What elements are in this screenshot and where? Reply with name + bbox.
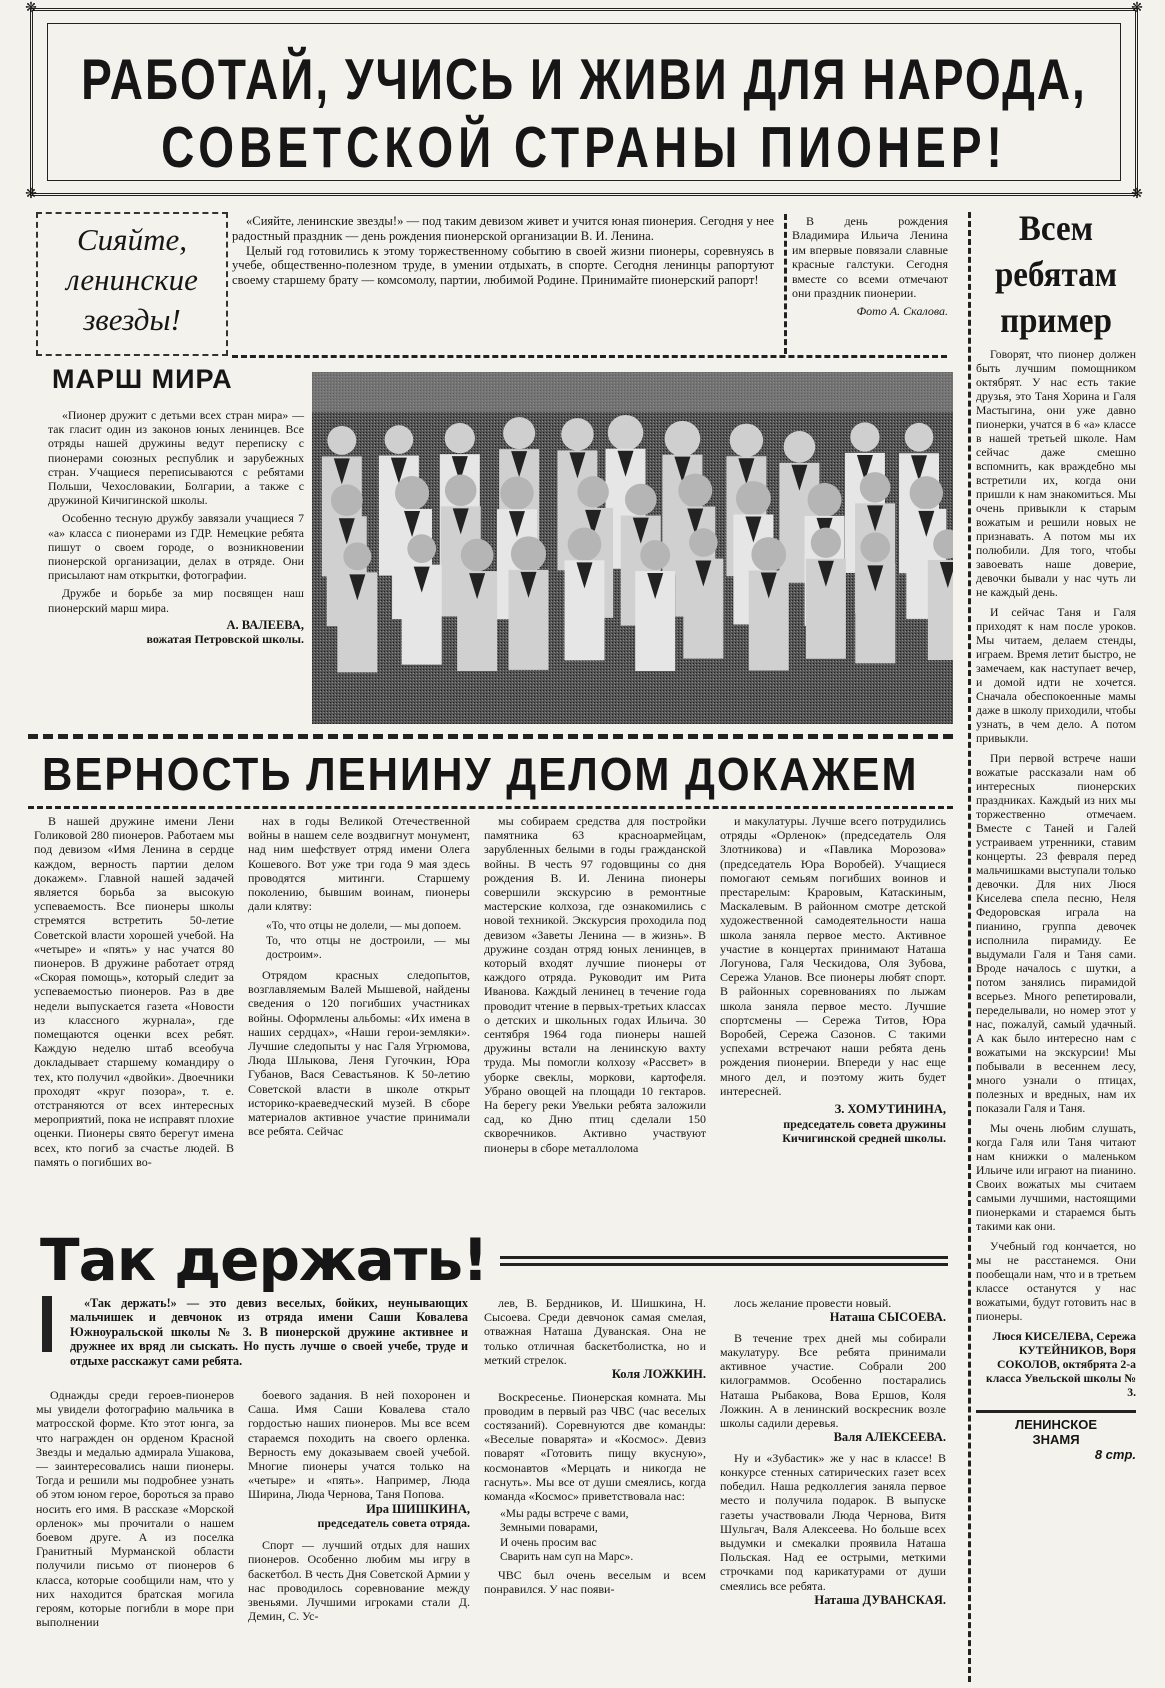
child-head [784,431,816,463]
child-head [500,476,533,509]
article-title-keep: Так держать! [40,1226,488,1294]
article-title-loyalty: ВЕРНОСТЬ ЛЕНИНУ ДЕЛОМ ДОКАЖЕМ [42,748,919,800]
child-head [751,537,786,572]
child-head [343,542,371,570]
article-title-example [976,206,1136,345]
author-name: З. ХОМУТИНИНА, [834,1102,946,1117]
title-rule [500,1256,948,1266]
child-head [561,418,593,450]
child-head [395,476,429,510]
child-head [860,472,891,503]
article-march [48,408,304,646]
child-head [808,483,842,517]
article-paragraph: мы собираем средства для постройки памятника 63 красноармейцам, зарубленных белыми в годы гражданской войны. В честь 97 годовщины со дня рождения В. И. Ленина пионеры совершили экскурсию в ремонтные мастерские колхоза, где ознакомились с новой техникой. Экскурсия проходила под девизом «Заветы Ленина — в жизнь». В дружине создан отряд юных ленинцев, в который входят лучшие пионеры от каждого отряда. Руководит им Рита Иванова. Каждый ленинец в течение года проводит чтение в первых-третьих классах о детских и школьных годах Ильича. 30 сентября 1964 года пионеры нашей дружины встали на ленинскую вахту труда. Мы помогли колхозу «Рассвет» в уборке свеклы, моркови, картофеля. Убрано овощей на площади 10 гектаров. На берегу реки Увельки ребята заложили сад, ко Дню птиц сделали 150 скворечников. Активно участвуют пионеры в сборе металлолома [484,814,706,1155]
child-head [577,476,609,508]
newspaper-name-line: ЛЕНИНСКОЕ [1014,1417,1098,1432]
column-divider [968,212,971,1682]
article-paragraph: Однажды среди героев-пионеров мы увидели фотографию мальчика в матросской форме. Кто этот юнга, за что награжден он орденом Красной Звезды и медалью адмирала Ушакова, — заинтересовались наши пионеры. Тогда и решили мы подробнее узнать об этом юном герое, бороться за право носить его имя. В рассказе «Морской орленок» мы прочитали о нашем боевом друге. А из поселка Гранитный Мурманской области получили письмо от пионеров 6 класса, которые сообщили нам, что у них находится братская могила героям, которые погибли в море при выполнении [36,1388,234,1630]
author-name: Коля ЛОЖКИН. [611,1367,706,1382]
author-name: Валя АЛЕКСЕЕВА. [833,1430,946,1445]
keep-col-2 [248,1388,470,1623]
article-paragraph: В нашей дружине имени Лени Голиковой 280 пионеров. Работаем мы под девизом «Имя Ленина в сердце каждом, верность партии делом докажем». Главной нашей задачей является борьба за высокую успеваемость. Все пионеры школы стремятся встретить 50-летие Советской власти хорошей учебой. На «четыре» и «пять» у нас учатся 80 пионеров. В дружине работает отряд «Скорая помощь», который следит за успеваемостью пионеров. Раз в две недели выпускается газета «Новости из классного журнала», где помещаются оценки всех ребят. Каждую неделю штаб всеобуча докладывает старшему командиру о тех, кто получил «двойки». Двоечники проходят «круг позора», т. е. отстраняются от всех интересных мероприятий, пока не исправят плохие оценки. Пионеры свято берегут имена всех, кто погиб за счастье людей. В память о погибших во- [34,814,234,1169]
article-paragraph: Ну и «Зубастик» же у нас в классе! В конкурсе стенных сатирических газет всех победил. Наша редколлегия заняла первое место и получила подарок. В выпуске газеты участвовали Люда Чернова, Витя Шульгач, Валя Алексеева. Но больше всех выдумки и смекалки проявила Наташа Польская. Над ее острыми, меткими строчками под карикатурами от души смеялись все ребята. [720,1450,946,1593]
signers: Люся КИСЕЛЕВА, Сережа КУТЕЙНИКОВ, Воря СОКОЛОВ, октябрята 2-а класса Увельской школы № 3. [985,1330,1136,1399]
drop-bar [42,1296,52,1352]
author-name: А. ВАЛЕЕВА, [226,617,304,632]
article-body [976,348,1136,1400]
child-head [905,423,934,452]
article-paragraph: Воскресенье. Пионерская комната. Мы проводим в первый раз ЧВС (час веселых состязаний). Соревнуются две команды: «Веселые поварята» и «Космос». Девиз поварят «Готовить пищу вкусную», космонавтов «Мерцать и никогда не гаснуть». Мы все от души смеялись, когда команда «Космос» приветствовала нас: [484,1389,706,1504]
caption-divider [784,214,787,354]
child-head [445,423,475,453]
author-role: председатель совета дружины Кичигинской средней школы. [782,1116,946,1145]
masthead [25,1,1143,202]
poem-line: Земными поварами, [500,1522,598,1535]
keep-col-1 [36,1388,234,1629]
intro-paragraph: Целый год готовились к этому торжественному событию в своей жизни пионеры, соревнуясь в учебе, общественно-полезном труде, в умении отдыхать, в спорте. Сегодня ленинцы рапортуют своему старшему брату — комсомолу, партии, любимой Родине. Принимайте пионерский рапорт! [232,243,774,288]
section-title-line-1: Сияйте, [77,222,187,257]
loyalty-col-1 [34,814,234,1169]
article-paragraph: Говорят, что пионер должен быть лучшим помощником октябрят. У нас есть такие друзья, это Таня Хорина и Галя Мастыгина, они уже давно пионерки, учатся в 6 «а» классе в нашей третьей школе. Нам сейчас даже смешно вспомнить, как враждебно мы встретили их, когда они пришли к нам знакомиться. Мы очень привыкли к старым вожатым и решили новых не признавать. А потом мы их полюбили. Для того, чтобы завоевать наше доверие, девочки бывали у нас чуть ли не каждый день. [976,348,1136,599]
child-head [568,527,602,561]
child-head [331,484,363,516]
article-paragraph: нах в годы Великой Отечественной войны в нашем селе воздвигнут монумент, над ним шефствует отряд имени Олега Кошевого. Вот уже три года 9 мая здесь проводятся митинги. Старшему поколению, бывшим воинам, пионеры дали клятву: [248,814,470,914]
title-line: ребятам [994,255,1118,295]
ornament-icon: ❋ [25,1,37,16]
article-paragraph: «Пионер дружит с детьми всех стран мира» — так гласит один из законов юных ленинцев. Все отряды нашей дружины ведут переписку с пионерами союзных республик и зарубежных стран. Учащиеся переписываются с ребятами Польши, Чехословакии, Болгарии, а также с дружиной Кичигинской школы. [48,408,304,508]
child-head [445,475,477,507]
article-paragraph: и макулатуры. Лучше всего потрудились отряды «Орленок» (председатель Оля Злотникова) и «Павлика Морозова» (председатель Юра Воробей). Учащиеся помогают семьям погибших воинов и престарелым: Краровым, Катаскиным, Маскалевым. В районном смотре детской художественной самодеятельности наша школа заняла первое место. Активное участие в концертах принимают Наташа Логунова, Галя Ческидова, Оля Зубова, Сережа Уланов. Все пионеры любят спорт. В районных соревнованиях по лыжам школа заняла первое место. Лучшие спортсмены — Сережа Титов, Юра Воробей, Сережа Сазонов. С такими успехами встречают наши ребята день рождения пионерии. Впереди у нас еще много дел, и поэтому жить будет интересней. [720,814,946,1098]
pioneers-photo [312,372,953,724]
section-title-line-3: звезды! [83,302,181,337]
masthead-line-1: РАБОТАЙ, УЧИСЬ И ЖИВИ ДЛЯ НАРОДА, [81,46,1087,112]
ornament-icon: ❋ [1131,1,1143,16]
loyalty-col-3 [484,814,706,1155]
child-head [736,481,771,516]
keep-col-3 [484,1296,706,1596]
article-paragraph: боевого задания. В ней похоронен и Саша. Имя Саши Ковалева стало гордостью наших пионеров. Мы все всем стараемся походить на своего орленка. Верность ему доказываем своей учебой. Многие пионеры учатся только на «четыре» и «пять». Например, Люда Ширина, Люда Чернова, Таня Попова. [248,1388,470,1502]
child-head [640,540,670,570]
loyalty-top-rule [28,734,953,739]
article-paragraph: лось желание провести новый. [734,1296,892,1310]
masthead-frame [47,23,1121,181]
child-head [511,536,546,571]
intro-divider [232,355,947,358]
poem-line: Сварить нам суп на Марс». [500,1550,634,1563]
oath-poem [266,919,470,962]
lead-paragraph: «Так держать!» — это девиз веселых, бойких, неунывающих мальчишек и девчонок из отряда имени Саши Ковалева Южноуральской школы № 3. В пионерской дружине активнее и дружнее их вряд ли сыскать. Но пусть лучше о своей учебе, труде и отдыхе расскажут сами ребята. [70,1296,468,1368]
photo-caption-text: В день рождения Владимира Ильича Ленина им впервые повязали славные красные галстуки. Сегодня вместе со всеми отмечают они праздник пионерии. [792,214,948,301]
intro-text [232,214,774,288]
article-paragraph: В течение трех дней мы собирали макулатуру. Все ребята принимали активное участие. Собрали 200 килограммов. Особенно постарались Наташа Рыбакова, Вова Ершов, Коля Ложкин. А в ленинский воскресник возле школы садили деревья. [720,1330,946,1431]
title-line: Всем [1018,209,1094,249]
article-paragraph: И сейчас Таня и Галя приходят к нам после уроков. Мы читаем, делаем стенды, играем. Время летит быстро, не замечаем, как наступает вечер, и домой идти не хочется. Сначала обеспокоенные мамы даже в школу приходили, чтобы узнать, в чем дело. А потом привыкли. [976,606,1136,745]
child-head [811,528,841,558]
article-paragraph: Особенно тесную дружбу завязали учащиеся 7 «а» класса с пионерами из ГДР. Немецкие ребята пишут о своем городе, о возникновении пионерской организации, делах в отряде. Они присылают нам открытки, фотографии. [48,511,304,583]
child-head [608,415,644,451]
page-number: 8 стр. [1094,1447,1136,1462]
article-paragraph: Мы очень любим слушать, когда Галя или Таня читают нам книжки о маленьком Ильиче или играют на пианино. Своих вожатых мы считаем самыми лучшими, настоящими пионерками и стараемся быть такими как они. [976,1122,1136,1233]
article-paragraph: Отрядом красных следопытов, возглавляемым Валей Мышевой, найдены сведения о 120 погибших участниках войны. Оформлены альбомы: «Их имена в наших сердцах», «Наши герои-земляки». Лучшие следопыты у нас Галя Угрюмова, Люда Шлыкова, Леня Гугочкин, Юра Губанов, Вася Севастьянов. К 50-летию Советской власти в школе открыт историко-краеведческий музей. В сборе материалов активное участие принимали все ребята. Сейчас [248,968,470,1139]
keep-lead [70,1296,468,1368]
author-role: вожатая Петровской школы. [146,632,304,647]
child-head [503,417,535,449]
article-paragraph: лев, В. Бердников, И. Шишкина, Н. Сысоева. Среди девчонок самая смелая, отважная Наташа Дуванская. Она не только отличная баскетболистка, но и меткий стрелок. [484,1296,706,1367]
newspaper-name [976,1410,1136,1462]
poem-line: И очень просим вас [500,1536,597,1549]
child-head [665,421,701,457]
child-head [385,425,414,454]
child-head [910,476,943,509]
intro-paragraph: «Сияйте, ленинские звезды!» — под таким девизом живет и учится юная пионерия. Сегодня у нее радостный праздник — день рождения пионерской организации В. И. Ленина. [232,214,774,243]
child-head [850,422,879,451]
child-head [327,426,356,455]
article-paragraph: При первой встрече наши вожатые рассказали нам об интересных пионерских праздниках. Каждый из них мы торжественно отмечаем. Вместе с Таней и Галей устраиваем утренники, ставим концерты. 23 февраля перед мальчишками выступали только девочки. Для них Люся Киселева спела песню, Неля Федоровская играла на пианино, группа девочек исполнила пирамиду. Ее выдумали Галя и Таня сами. Вроде началось с шутки, а потом занялись пирамидой всерьез. Много репетировали, переделывали, но номер этот у нас, пожалуй, самый удачный. А как было интересно нам с вожатыми на экскурсии! Мы побывали в весеннем лесу, много узнали о птицах, полезных и вредных, нам их показали Галя и Таня. [976,752,1136,1115]
child-head [678,474,712,508]
keep-col-4 [720,1296,946,1607]
author-name: Наташа СЫСОЕВА. [829,1310,946,1325]
loyalty-col-4 [720,814,946,1145]
child-head [407,534,436,563]
poem-line: То, что отцы не достроили, — мы достроим». [266,934,470,961]
child-head [730,424,763,457]
poem-line: «Мы рады встрече с вами, [500,1508,629,1521]
section-title-line-2: ленинские [66,262,198,297]
article-title-march: МАРШ МИРА [52,364,233,394]
space-poem [500,1507,706,1564]
photo-credit: Фото А. Скалова. [856,304,948,319]
title-line: пример [1000,301,1112,341]
author-name: Ира ШИШКИНА, [366,1501,470,1516]
photo-caption [792,214,948,319]
child-head [860,532,890,562]
loyalty-col-2 [248,814,470,1138]
child-head [625,484,657,516]
newspaper-name-line: ЗНАМЯ [1032,1432,1080,1447]
article-example [976,209,1136,1462]
ornament-icon: ❋ [25,187,37,202]
author-role: председатель совета отряда. [317,1516,470,1531]
section-title-box [36,212,228,356]
child-head [689,528,718,557]
article-paragraph: Спорт — лучший отдых для наших пионеров. Особенно любим мы игру в баскетбол. В честь Дня Советской Армии у нас проводилось соревнование между звеньями. Лучшими игроками стали Д. Демин, С. Ус- [248,1538,470,1624]
child-head [461,539,494,572]
article-paragraph: Дружбе и борьбе за мир посвящен наш пионерский марш мира. [48,586,304,615]
loyalty-bottom-rule [28,806,953,809]
article-paragraph: ЧВС был очень веселым и всем понравился. У нас появи- [484,1568,706,1597]
poem-line: «То, что отцы не долели, — мы допоем. [266,920,462,933]
masthead-line-2: СОВЕТСКОЙ СТРАНЫ ПИОНЕР! [161,114,1007,180]
article-paragraph: Учебный год кончается, но мы не расстанемся. Они пообещали нам, что и в третьем классе останутся у нас вожатыми, будут готовить нас в пионеры. [976,1240,1136,1323]
author-name: Наташа ДУВАНСКАЯ. [814,1592,946,1607]
ornament-icon: ❋ [1131,187,1143,202]
